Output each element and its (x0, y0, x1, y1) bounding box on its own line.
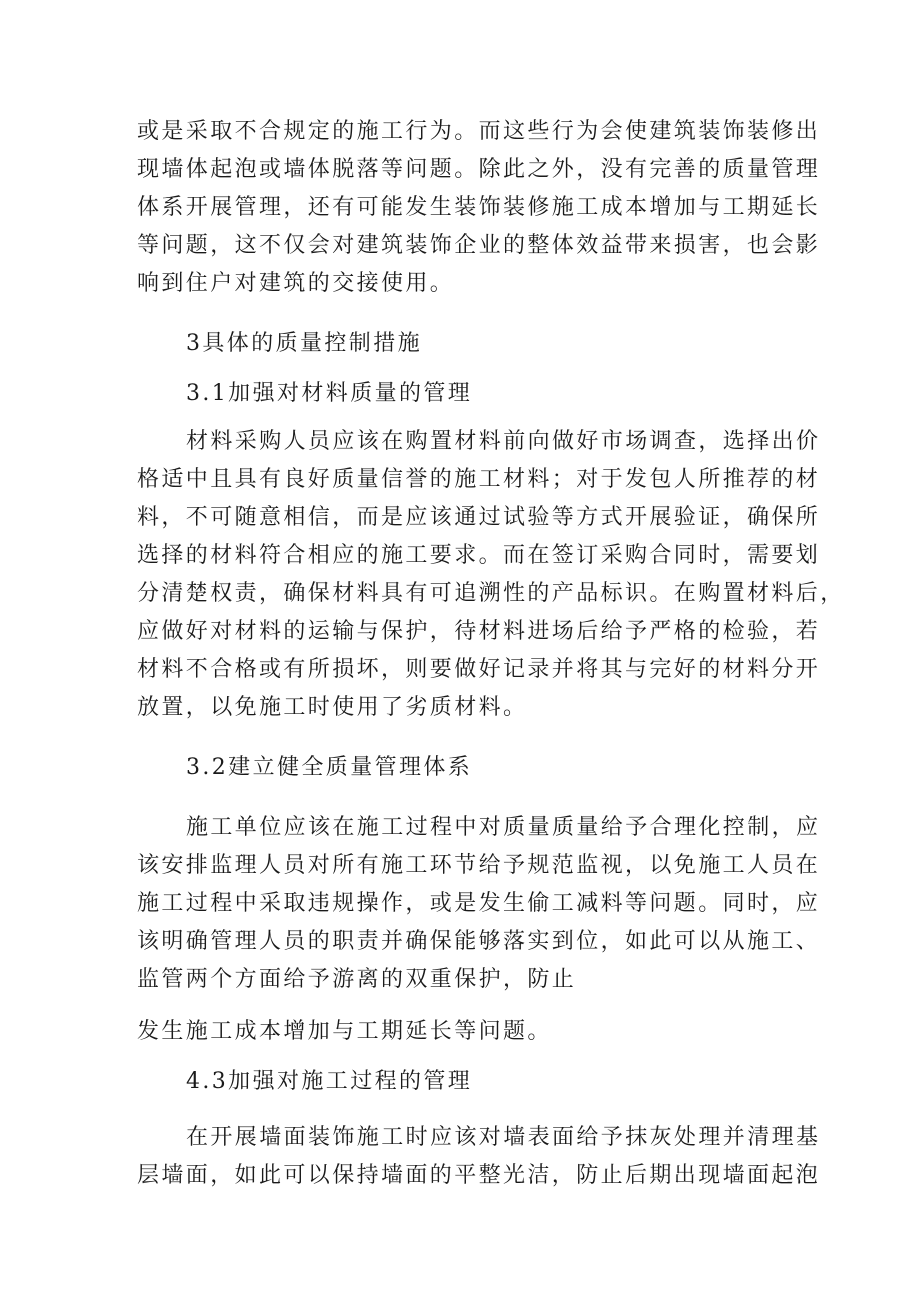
paragraph-line: 施工单位应该在施工过程中对质量质量给予合理化控制，应 (186, 815, 821, 840)
paragraph-line: 选择的材料符合相应的施工要求。而在签订采购合同时，需要划 (137, 543, 821, 568)
paragraph-line: 或是采取不合规定的施工行为。而这些行为会使建筑装饰装修出 (137, 119, 821, 144)
paragraph-line: 该明确管理人员的职责并确保能够落实到位，如此可以从施工、 (137, 929, 821, 954)
subsection-heading: 4.3加强对施工过程的管理 (186, 1069, 473, 1094)
subsection-heading: 3.1加强对材料质量的管理 (186, 381, 473, 406)
paragraph-line: 等问题，这不仅会对建筑装饰企业的整体效益带来损害，也会影 (137, 233, 821, 258)
paragraph-line: 响到住户对建筑的交接使用。 (137, 271, 455, 296)
paragraph-line: 层墙面，如此可以保持墙面的平整光洁，防止后期出现墙面起泡 (137, 1163, 821, 1188)
paragraph-line: 分清楚权责，确保材料具有可追溯性的产品标识。在购置材料后， (137, 581, 845, 606)
subsection-heading: 3.2建立健全质量管理体系 (186, 755, 473, 780)
paragraph-line: 在开展墙面装饰施工时应该对墙表面给予抹灰处理并清理基 (186, 1125, 821, 1150)
paragraph-line: 体系开展管理，还有可能发生装饰装修施工成本增加与工期延长 (137, 195, 821, 220)
paragraph-line: 材料采购人员应该在购置材料前向做好市场调查，选择出价 (186, 429, 821, 454)
paragraph-line: 应做好对材料的运输与保护，待材料进场后给予严格的检验，若 (137, 619, 821, 644)
paragraph-line: 该安排监理人员对所有施工环节给予规范监视，以免施工人员在 (137, 853, 821, 878)
paragraph-line: 料，不可随意相信，而是应该通过试验等方式开展验证，确保所 (137, 505, 821, 530)
paragraph-line: 放置，以免施工时使用了劣质材料。 (137, 695, 528, 720)
section-heading: 3具体的质量控制措施 (186, 331, 422, 356)
paragraph-line: 施工过程中采取违规操作，或是发生偷工减料等问题。同时，应 (137, 891, 821, 916)
paragraph-line: 材料不合格或有所损坏，则要做好记录并将其与完好的材料分开 (137, 657, 821, 682)
paragraph-line: 监管两个方面给予游离的双重保护，防止 (137, 967, 577, 992)
paragraph-line: 发生施工成本增加与工期延长等问题。 (137, 1019, 552, 1044)
paragraph-line: 现墙体起泡或墙体脱落等问题。除此之外，没有完善的质量管理 (137, 157, 821, 182)
paragraph-line: 格适中且具有良好质量信誉的施工材料；对于发包人所推荐的材 (137, 467, 821, 492)
